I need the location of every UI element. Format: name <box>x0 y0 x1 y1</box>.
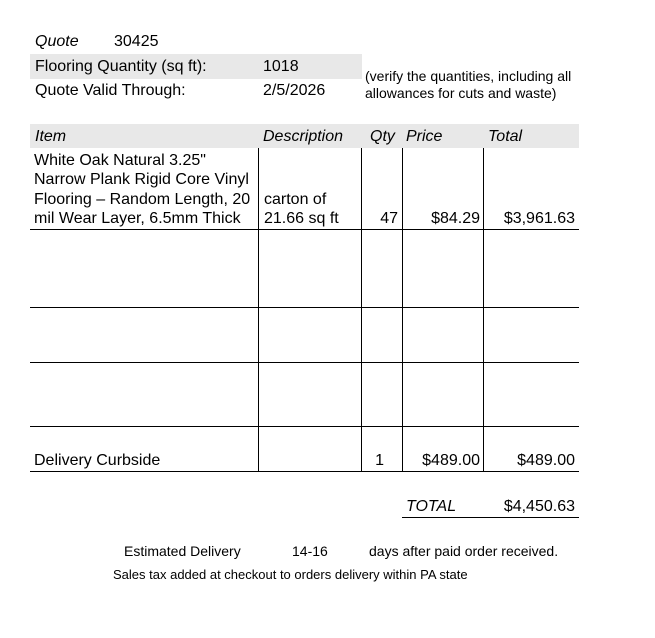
grid-line <box>402 148 403 472</box>
quote-label: Quote <box>35 33 79 50</box>
row1-total: $3,961.63 <box>503 210 575 227</box>
row1-item-line2: Narrow Plank Rigid Core Vinyl <box>34 171 249 188</box>
quote-number: 30425 <box>114 33 159 50</box>
grand-total-value: $4,450.63 <box>503 498 575 515</box>
row-divider <box>30 307 579 308</box>
delivery-total: $489.00 <box>517 452 575 469</box>
verify-note-line2: allowances for cuts and waste) <box>365 85 557 101</box>
row-divider <box>30 362 579 363</box>
header-description: Description <box>263 128 344 145</box>
header-total: Total <box>488 128 523 145</box>
sales-tax-note: Sales tax added at checkout to orders delivery within PA state <box>113 567 468 582</box>
delivery-price: $489.00 <box>422 452 480 469</box>
grid-line <box>483 148 484 472</box>
row1-item-line4: mil Wear Layer, 6.5mm Thick <box>34 210 241 227</box>
valid-through-value: 2/5/2026 <box>263 82 326 99</box>
row1-description-line2: 21.66 sq ft <box>264 210 339 227</box>
row-divider <box>30 229 579 230</box>
verify-note-line1: (verify the quantities, including all <box>365 68 572 84</box>
estimated-delivery-label: Estimated Delivery <box>124 543 241 559</box>
delivery-item: Delivery Curbside <box>34 452 161 469</box>
grand-total-underline <box>402 517 579 518</box>
flooring-quantity-value: 1018 <box>263 58 299 75</box>
estimated-delivery-suffix: days after paid order received. <box>369 543 559 559</box>
row1-qty: 47 <box>380 210 398 227</box>
grid-line <box>258 148 259 472</box>
row1-description-line1: carton of <box>264 191 327 208</box>
header-qty: Qty <box>370 128 395 145</box>
row-divider <box>30 426 579 427</box>
flooring-quantity-label: Flooring Quantity (sq ft): <box>35 58 207 75</box>
grid-line <box>361 148 362 472</box>
delivery-qty: 1 <box>375 452 384 469</box>
row1-item-line3: Flooring – Random Length, 20 <box>34 191 251 208</box>
valid-through-label: Quote Valid Through: <box>35 82 186 99</box>
row-divider <box>30 471 579 472</box>
header-item: Item <box>35 128 67 145</box>
header-price: Price <box>406 128 443 145</box>
estimated-delivery-days: 14-16 <box>292 543 328 559</box>
grand-total-label: TOTAL <box>406 498 457 515</box>
row1-price: $84.29 <box>431 210 480 227</box>
row1-item-line1: White Oak Natural 3.25" <box>34 152 206 169</box>
